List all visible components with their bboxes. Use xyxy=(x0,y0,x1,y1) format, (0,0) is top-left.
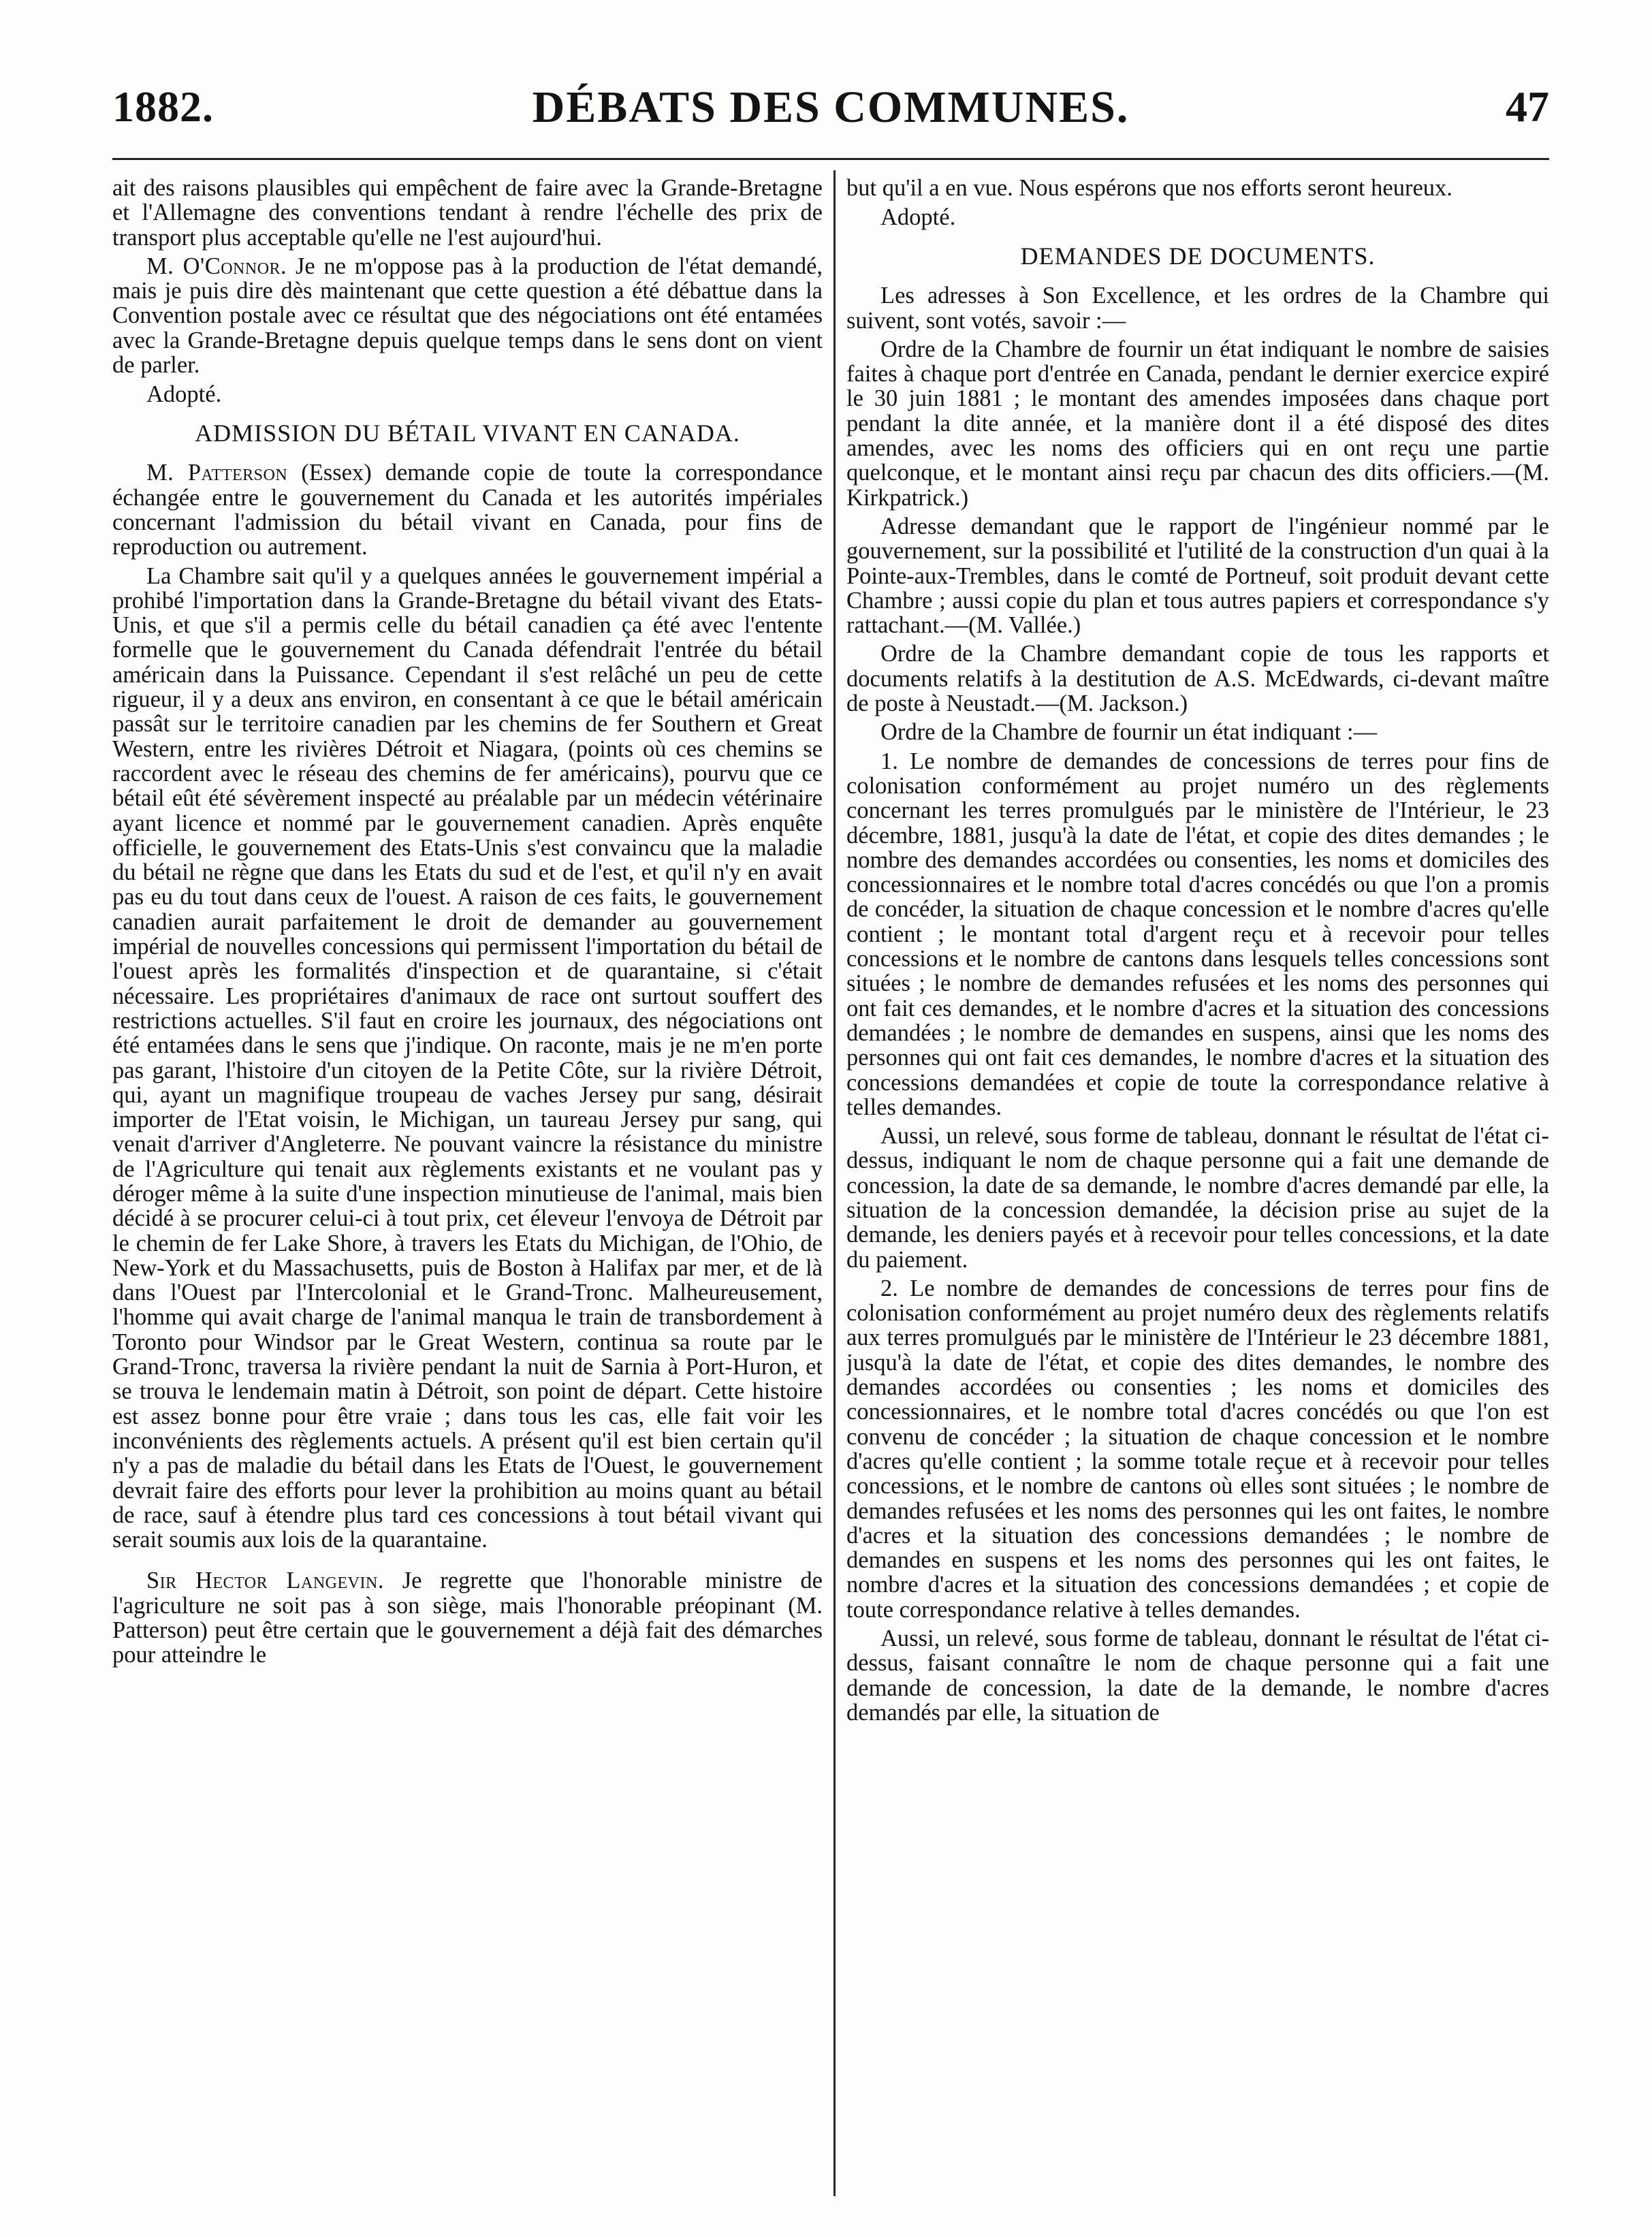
oconnor-text: Je ne m'oppose pas à la production de l'état demandé, mais je puis dire dès maintenant que cette question a été débattue dans la Convention postale avec ce résultat que des négociations ont été entamées avec la Grande-Bretagne depuis quelque temps dans le sens dont on vient de parler. xyxy=(112,253,823,379)
heading-admission-betail: ADMISSION DU BÉTAIL VIVANT EN CANADA. xyxy=(195,419,740,447)
paragraph-continuation-right: but qu'il a en vue. Nous espérons que nos efforts seront heureux. xyxy=(846,176,1452,201)
speaker-oconnor: M. O'Connor. xyxy=(146,253,287,279)
page-number: 47 xyxy=(1506,82,1549,131)
langevin-text: Je regrette que l'honorable ministre de l'agriculture ne soit pas à son siège, mais l'honorable préopinant (M. Patterson) peut être certain que le gouvernement a déjà fait des démarches pour atteindre le xyxy=(112,1568,823,1668)
paragraph-quai: Adresse demandant que le rapport de l'ingénieur nommé par le gouvernement, sur la possibilité et l'utilité de la construction d'un quai à la Pointe-aux-Trembles, dans le comté de Portneuf, soit produit devant cette Chambre ; aussi copie du plan et tous autres papiers et correspondance s'y rattachant.—(M. Vallée.) xyxy=(846,513,1549,639)
paragraph-saisies: Ordre de la Chambre de fournir un état indiquant le nombre de saisies faites à chaque port d'entrée en Canada, pendant le dernier exercice expiré le 30 juin 1881 ; le montant des amendes imposées dans chaque port pendant la dite année, et la manière dont il a été disposé des dites amendes, avec les noms des officiers qui en ont reçu une partie quelconque, et le montant ainsi reçu par chacun des dits officiers.—(M. Kirkpatrick.) xyxy=(846,336,1549,511)
running-head xyxy=(112,82,1549,143)
paragraph-mcedwards: Ordre de la Chambre demandant copie de tous les rapports et documents relatifs à la destitution de A.S. McEdwards, ci-devant maître de poste à Neustadt.—(M. Jackson.) xyxy=(846,641,1549,717)
paragraph-patterson xyxy=(112,460,823,559)
paragraph-intro: Les adresses à Son Excellence, et les ordres de la Chambre qui suivent, sont votés, savoir :— xyxy=(846,283,1549,334)
paragraph-item-2: 2. Le nombre de demandes de concessions de terres pour fins de colonisation conformément au projet numéro deux des règlements relatifs aux terres promulgués par le ministère de l'Intérieur le 23 décembre 1881, jusqu'à la date de l'état, et copie des dites demandes, le nombre des demandes accordées ou consenties ; les noms et domiciles des concessionnaires, et le nombre total d'acres concédés ou que l'on est convenu de concéder ; la situation de chaque concession et le nombre d'acres qu'elle contient ; la somme totale reçue et à recevoir pour telles concessions, et le nombre de cantons où elles sont situées ; le nombre de demandes refusées et les noms des personnes qui les ont faites, le nombre d'acres et la situation des concessions demandées ; le nombre de demandes en suspens et les noms des personnes qui les ont faites, le nombre d'acres et la situation des concessions demandées ; et copie de toute correspondance relative à telles demandes. xyxy=(846,1275,1549,1623)
column-divider xyxy=(833,170,836,2196)
header-rule xyxy=(112,158,1549,160)
paragraph-chambre: La Chambre sait qu'il y a quelques années le gouvernement impérial a prohibé l'importation dans la Grande-Bretagne du bétail vivant des Etats-Unis, et que s'il a permis celle du bétail canadien ça été avec l'entente formelle que le gouvernement du Canada défendrait l'entrée du bétail américain dans la Puissance. Cependant il s'est relâché un peu de cette rigueur, il y a deux ans environ, en consentant à ce que le bétail américain passât sur le territoire canadien par les chemins de fer Southern et Great Western, entre les rivières Détroit et Niagara, (points où ces chemins se raccordent avec le réseau des chemins de fer américains), pourvu que ce bétail eût été sévèrement inspecté au préalable par un médecin vétérinaire ayant licence et nommé par le gouvernement canadien. Après enquête officielle, le gouvernement des Etats-Unis s'est convaincu que la maladie du bétail ne règne que dans les Etats du sud et de l'est, et qu'il n'y en avait pas eu du tout dans ceux de l'ouest. A raison de ces faits, le gouvernement canadien aurait parfaitement le droit de demander au gouvernement impérial de nouvelles concessions qui permissent l'importation du bétail de l'ouest après les formalités d'inspection et de quarantaine, si c'était nécessaire. Les propriétaires d'animaux de race ont surtout souffert des restrictions actuelles. S'il faut en croire les journaux, des négociations ont été entamées dans le sens que j'indique. On raconte, mais je ne m'en porte pas garant, l'histoire d'un citoyen de la Petite Côte, sur la rivière Détroit, qui, ayant un magnifique troupeau de vaches Jersey pur sang, désirait importer de l'Etat voisin, le Michigan, un taureau Jersey pur sang, qui venait d'arriver d'Angleterre. Ne pouvant vaincre la résistance du ministre de l'Agriculture qui tenait aux règlements existants et ne voulant pas y déroger même à la suite d'une inspection minutieuse de l'animal, mais bien décidé à se procurer celui-ci à tout prix, cet éleveur l'envoya de Détroit par le chemin de fer Lake Shore, à travers les Etats du Michigan, de l'Ohio, de New-York et du Massachusetts, puis de Boston à Halifax par mer, et de là dans l'Ouest par l'Intercolonial et le Grand-Tronc. Malheureusement, l'homme qui avait charge de l'animal manqua le train de transbordement à Toronto pour Windsor par le Great Western, continua sa route par le Grand-Tronc, traversa la rivière pendant la nuit de Sarnia à Port-Huron, et se trouva le lendemain matin à Détroit, son point de départ. Cette histoire est assez bonne pour être vraie ; dans tous les cas, elle fait voir les inconvénients des règlements actuels. A présent qu'il est bien certain qu'il n'y a pas de maladie du bétail dans les Etats de l'Ouest, le gouvernement devrait faire des efforts pour lever la prohibition au moins quant au bétail de race, sauf à étendre plus tard ces concessions à tout bétail vivant qui serait soumis aux lois de la quarantaine. xyxy=(112,562,823,1553)
patterson-text: (Essex) demande copie de toute la correspondance échangée entre le gouvernement du Canada et les autorités impériales concernant l'admission du bétail vivant en Canada, pour fins de reproduction ou autrement. xyxy=(112,460,823,560)
speaker-langevin: Sir Hector Langevin. xyxy=(146,1568,384,1594)
adopte-1: Adopté. xyxy=(146,381,222,408)
right-column xyxy=(846,176,1549,2212)
paragraph-releve-1: Aussi, un relevé, sous forme de tableau, donnant le résultat de l'état ci-dessus, indiquant le nom de chaque personne qui a fait une demande de concession, la date de sa demande, le nombre d'acres demandé par elle, la situation de la concession demandée, la décision prise au sujet de la demande, les deniers payés et à recevoir pour telles concessions, et la date du paiement. xyxy=(846,1123,1549,1273)
left-column xyxy=(112,176,823,2212)
paragraph-continuation: ait des raisons plausibles qui empêchent de faire avec la Grande-Bretagne et l'Allemagne des conventions tendant à rendre l'échelle des prix de transport plus acceptable qu'elle ne l'est aujourd'hui. xyxy=(112,176,823,251)
paragraph-ordre: Ordre de la Chambre de fournir un état indiquant :— xyxy=(880,719,1378,746)
header-year: 1882. xyxy=(112,82,214,131)
adopte-2: Adopté. xyxy=(880,204,956,231)
paragraph-oconnor xyxy=(112,254,823,377)
paragraph-langevin xyxy=(112,1568,823,1667)
speaker-patterson: M. Patterson xyxy=(146,460,288,486)
paragraph-item-1: 1. Le nombre de demandes de concessions de terres pour fins de colonisation conformément au projet numéro un des règlements concernant les terres promulgués par le ministère de l'Intérieur, le 23 décembre, 1881, jusqu'à la date de l'état, et copie des dites demandes ; le nombre des demandes accordées ou consenties, les noms et domiciles des concessionnaires et le nombre total d'acres concédés ou que l'on a promis de concéder, la situation de chaque concession et le nombre d'acres qu'elle contient ; le montant total d'argent reçu et à recevoir pour telles concessions et le nombre de cantons dans lesquels telles concessions sont situées ; le nombre de demandes refusées et les noms des personnes qui ont fait ces demandes, et le nombre d'acres et la situation des concessions demandées ; le nombre de demandes en suspens, ainsi que les noms des personnes qui ont fait ces demandes, le nombre d'acres et la situation des concessions demandées et copie de toute la correspondance relative à telles demandes. xyxy=(846,748,1549,1120)
header-title: DÉBATS DES COMMUNES. xyxy=(532,82,1130,132)
paragraph-releve-2: Aussi, un relevé, sous forme de tableau, donnant le résultat de l'état ci-dessus, faisant connaître le nom de chaque personne qui a fait une demande de concession, la date de la demande, le nombre d'acres demandés par elle, la situation de xyxy=(846,1625,1549,1726)
heading-demandes-documents: DEMANDES DE DOCUMENTS. xyxy=(1020,242,1376,270)
spacer xyxy=(112,1556,823,1568)
